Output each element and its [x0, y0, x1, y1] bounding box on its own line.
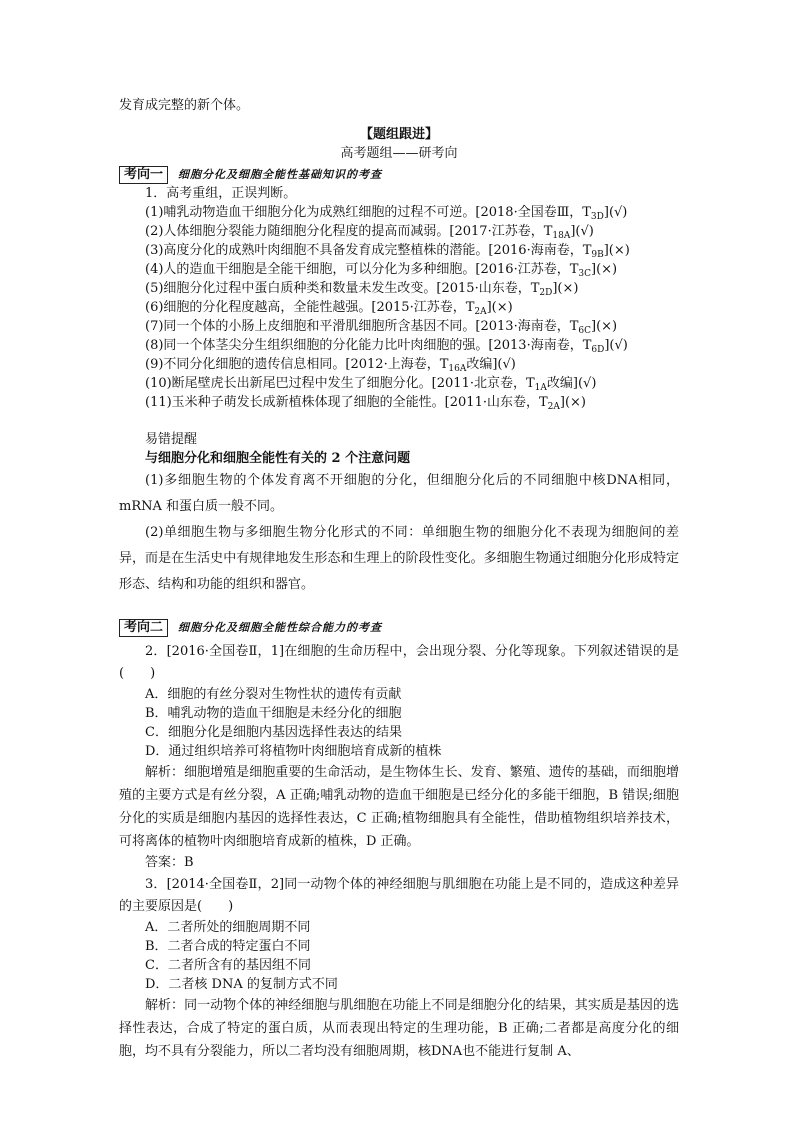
q3-option-d: D．二者核 DNA 的复制方式不同 — [145, 977, 338, 992]
q3-option-c: C．二者所含有的基因组不同 — [145, 958, 311, 973]
topic1-row — [119, 165, 679, 184]
q3-analysis: 解析：同一动物个体的神经细胞与肌细胞在功能上不同是细胞分化的结果，其实质是基因的选择性表达，合成了特定的蛋白质，从而表现出特定的生理功能，B 正确;二者都是高度分化的细胞，均不具有分裂能力，所以二者均没有细胞周期，核DNA也不能进行复制 A、 — [119, 998, 679, 1059]
q1-item — [119, 260, 679, 279]
topic1-title: 细胞分化及细胞全能性基础知识的考查 — [178, 168, 383, 181]
q1-item — [119, 393, 679, 412]
tip-title: 易错提醒 — [145, 432, 198, 447]
q1-item-subscript: 2A — [474, 307, 487, 317]
q1-item — [119, 241, 679, 260]
q1-item-end: ](√) — [603, 205, 628, 220]
q2-stem: 2．[2016·全国卷Ⅱ，1]在细胞的生命历程中，会出现分裂、分化等现象。下列叙述错误的是( ) — [119, 644, 679, 681]
q1-item — [119, 355, 679, 374]
q1-item-text: (2)人体细胞分裂能力随细胞分化程度的提高而减弱。[2017·江苏卷，T — [145, 224, 553, 239]
q1-list — [119, 203, 679, 412]
q1-item-text: (6)细胞的分化程度越高，全能性越强。[2015·江苏卷，T — [145, 300, 475, 315]
q1-item — [119, 374, 679, 393]
q1-item-text: (8)同一个体茎尖分生组织细胞的分化能力比叶肉细胞的强。[2013·海南卷，T — [145, 338, 592, 353]
q2-answer: 答案：B — [145, 855, 194, 870]
q1-item-end: 改编](√) — [466, 357, 516, 372]
q1-lead: 1．高考重组，正误判断。 — [145, 186, 297, 201]
q1-item-end: ](×) — [552, 281, 579, 296]
topic1-tag: 考向一 — [119, 166, 168, 184]
q1-item — [119, 317, 679, 336]
q1-item — [119, 203, 679, 222]
q2-option-c: C．细胞分化是细胞内基因选择性表达的结果 — [145, 725, 402, 740]
q2-option-a: A．细胞的有丝分裂对生物性状的遗传有贡献 — [145, 687, 402, 702]
q1-item-subscript: 6D — [591, 345, 605, 355]
q1-item — [119, 336, 679, 355]
document-page — [119, 96, 679, 1063]
tip-paragraph-2: (2)单细胞生物与多细胞生物分化形式的不同：单细胞生物的细胞分化不表现为细胞间的差异，而是在生活史中有规律地发生形态和生理上的阶段性变化。多细胞生物通过细胞分化形成特定形态、结构和功能的组织和器官。 — [119, 525, 679, 592]
q2-analysis: 解析：细胞增殖是细胞重要的生命活动，是生物体生长、发育、繁殖、遗传的基础，而细胞增殖的主要方式是有丝分裂，A 正确;哺乳动物的造血干细胞是已经分化的多能干细胞，B 错误;细胞分化的实质是细胞内基因的选择性表达，C 正确;植物细胞具有全能性，借助植物组织培养技术，可将离体的植物叶肉细胞培育成新的植株，D 正确。 — [119, 765, 679, 849]
topic2-row — [119, 618, 679, 637]
q1-item-subscript: 18A — [552, 231, 571, 241]
q1-item-subscript: 6C — [578, 326, 591, 336]
q3-option-a: A．二者所处的细胞周期不同 — [145, 920, 311, 935]
q1-item-text: (11)玉米种子萌发长成新植株体现了细胞的全能性。[2011·山东卷，T — [145, 395, 548, 410]
q1-item-text: (4)人的造血干细胞是全能干细胞，可以分化为多种细胞。[2016·江苏卷，T — [145, 262, 579, 277]
q2-option-d: D．通过组织培养可将植物叶肉细胞培育成新的植株 — [145, 744, 442, 759]
q1-item-end: ](×) — [559, 395, 586, 410]
q1-item-subscript: 3C — [578, 269, 591, 279]
topic2-title: 细胞分化及细胞全能性综合能力的考查 — [178, 621, 383, 634]
q3-option-b: B．二者合成的特定蛋白不同 — [145, 939, 311, 954]
q2-option-b: B．哺乳动物的造血干细胞是未经分化的细胞 — [145, 706, 402, 721]
intro-tail: 发育成完整的新个体。 — [119, 98, 250, 113]
q1-item-end: ](×) — [591, 262, 618, 277]
q3-stem: 3．[2014·全国卷Ⅱ，2]同一动物个体的神经细胞与肌细胞在功能上是不同的，造成这种差异的主要原因是( ) — [119, 877, 679, 914]
q1-item-subscript: 2D — [539, 288, 553, 298]
q1-item — [119, 298, 679, 317]
q1-item-text: (7)同一个体的小肠上皮细胞和平滑肌细胞所含基因不同。[2013·海南卷，T — [145, 319, 579, 334]
q1-item-subscript: 1A — [534, 383, 547, 393]
q1-item-end: ](√) — [570, 224, 594, 239]
section-header: 【题组跟进】 — [359, 127, 438, 142]
q1-item-end: ](×) — [486, 300, 513, 315]
q1-item — [119, 279, 679, 298]
q1-item-subscript: 2A — [547, 402, 560, 412]
q1-item-end: ](√) — [604, 338, 628, 353]
q1-item-subscript: 16A — [448, 364, 467, 374]
q1-item-subscript: 3D — [590, 212, 604, 222]
q1-item-end: 改编](√) — [546, 376, 597, 391]
q1-item-end: ](×) — [603, 243, 630, 258]
q1-item-text: (10)断尾壁虎长出新尾巴过程中发生了细胞分化。[2011·北京卷，T — [145, 376, 535, 391]
q1-item — [119, 222, 679, 241]
q1-item-text: (1)哺乳动物造血干细胞分化为成熟红细胞的过程不可逆。[2018·全国卷Ⅲ，T — [145, 205, 591, 220]
q1-item-text: (9)不同分化细胞的遗传信息相同。[2012·上海卷，T — [145, 357, 449, 372]
q1-item-text: (3)高度分化的成熟叶肉细胞不具备发育成完整植株的潜能。[2016·海南卷，T — [145, 243, 592, 258]
q1-item-text: (5)细胞分化过程中蛋白质种类和数量未发生改变。[2015·山东卷，T — [145, 281, 540, 296]
section-subheader: 高考题组——研考向 — [340, 146, 458, 161]
tip-paragraph-1: (1)多细胞生物的个体发育离不开细胞的分化，但细胞分化后的不同细胞中核DNA相同，mRNA 和蛋白质一般不同。 — [119, 473, 679, 514]
q1-item-subscript: 9B — [591, 250, 604, 260]
q1-item-end: ](×) — [591, 319, 618, 334]
topic2-tag: 考向二 — [119, 619, 168, 637]
tip-subtitle: 与细胞分化和细胞全能性有关的 2 个注意问题 — [145, 451, 411, 466]
